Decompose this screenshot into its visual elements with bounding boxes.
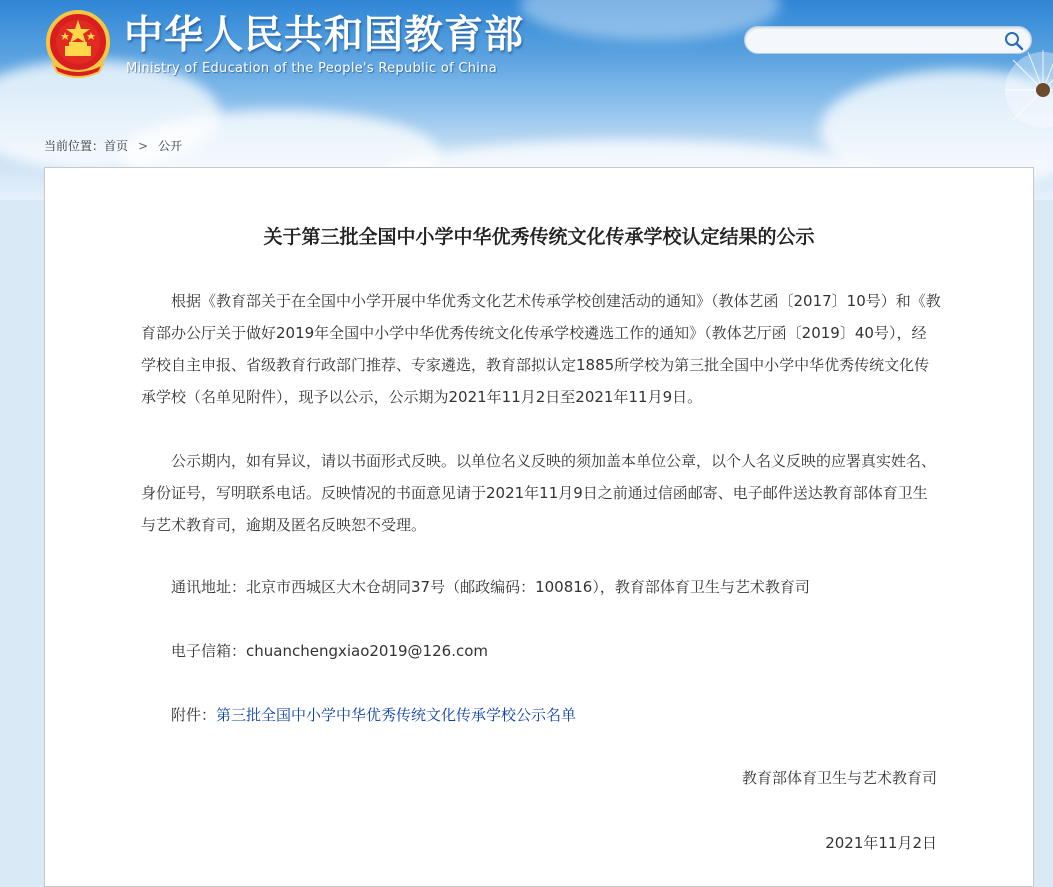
dandelion-decoration bbox=[973, 20, 1053, 140]
breadcrumb-label: 当前位置： bbox=[44, 139, 105, 153]
breadcrumb-home-link[interactable]: 首页 bbox=[104, 139, 129, 153]
search-input[interactable] bbox=[757, 30, 1001, 52]
chevron-right-icon: > bbox=[138, 139, 149, 153]
contact-email: 电子信箱：chuanchengxiao2019@126.com bbox=[171, 642, 488, 660]
site-subtitle: Ministry of Education of the People's Republic of China bbox=[126, 61, 498, 76]
article-container bbox=[44, 167, 1034, 887]
attachment-line bbox=[141, 699, 941, 731]
article-paragraph-2: 公示期内，如有异议，请以书面形式反映。以单位名义反映的须加盖本单位公章，以个人名义反映的应署真实姓名、身份证号，写明联系电话。反映情况的书面意见请于2021年11月9日之前通过信函邮寄、电子邮件送达教育部体育卫生与艺术教育司，逾期及匿名反映恕不受理。 bbox=[141, 452, 937, 534]
signature-department: 教育部体育卫生与艺术教育司 bbox=[741, 769, 937, 787]
signature-date: 2021年11月2日 bbox=[825, 834, 937, 852]
contact-address: 通讯地址：北京市西城区大木仓胡同37号（邮政编码：100816），教育部体育卫生与艺术教育司 bbox=[171, 578, 810, 596]
article-paragraph-1: 根据《教育部关于在全国中小学开展中华优秀文化艺术传承学校创建活动的通知》（教体艺函〔2017〕10号）和《教育部办公厅关于做好2019年全国中小学中华优秀传统文化传承学校遴选工作的通知》（教体艺厅函〔2019〕40号），经学校自主申报、省级教育行政部门推荐、专家遴选，教育部拟认定1885所学校为第三批全国中小学中华优秀传统文化传承学校（名单见附件），现予以公示，公示期为2021年11月2日至2021年11月9日。 bbox=[141, 292, 941, 406]
site-title: 中华人民共和国教育部 bbox=[124, 13, 525, 58]
cloud-decoration bbox=[520, 0, 780, 40]
breadcrumb-public-link[interactable]: 公开 bbox=[158, 139, 183, 153]
article-title: 关于第三批全国中小学中华优秀传统文化传承学校认定结果的公示 bbox=[263, 226, 815, 248]
national-emblem-icon[interactable] bbox=[45, 10, 111, 80]
attachment-label: 附件： bbox=[171, 706, 217, 724]
breadcrumb bbox=[44, 139, 182, 153]
attachment-link[interactable]: 第三批全国中小学中华优秀传统文化传承学校公示名单 bbox=[216, 706, 577, 724]
